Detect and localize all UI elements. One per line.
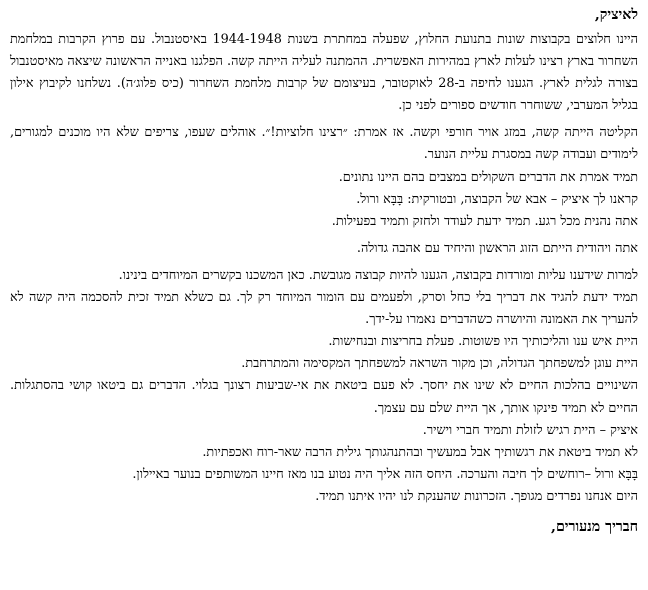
paragraph-considered-words: תמיד אמרת את הדברים השקולים במצבים בהם היינו נתונים.	[338, 169, 638, 185]
paragraph-farewell: היום אנחנו נפרדים מגופך. הזכרונות שהענקת לנו יהיו איתנו תמיד.	[315, 488, 638, 504]
paragraph-anchor: היית עוגן למשפחתך הגדולה, וכן מקור השראה למשפחתך המקסימה והמתרחבת.	[241, 356, 638, 372]
paragraph-enjoyment: אתה נהנית מכל רגע. תמיד ידעת לעודד ולחזק ותמיד בפעילות.	[331, 213, 638, 229]
paragraph-changes: השינויים בהלכות החיים לא שינו את יחסך. לא פעם ביטאת את אי-שביעות רצונך בגלוי. הדברים גם ביטאו קושי בהסתגלות. החיים לא תמיד פינקו אותך, אך היית שלם עם עצמך.	[10, 378, 638, 416]
eulogy-letter	[10, 6, 638, 536]
paragraph-cohesion: למרות שידענו עליות ומורדות בקבוצה, הגענו להיות קבוצה מגובשת. כאן המשכנו בקשרים המיוחדים בינינו.	[118, 267, 638, 283]
paragraph-absorption: הקליטה הייתה קשה, במזג אויר חורפי וקשה. אז אמרת: ״רצינו חלוציות!״. אוהלים שעפו, צריפים שלא היו מוכנים למגורים, לימודים ועבודה קשה במסגרת עליית הנוער.	[10, 125, 638, 163]
paragraph-affection: בָּבָּא ורול –רוחשים לך חיבה והערכה. היחס הזה אליך היה נטוע בנו מאז חיינו המשותפים בנוער באיילון.	[132, 466, 638, 482]
paragraph-modesty: היית איש ענו והליכותיך היו פשוטות. פעלת בחריצות ובנחישות.	[328, 334, 638, 350]
paragraph-humor: תמיד ידעת להגיד את דבריך בלי כחל וסרק, ולפעמים עם הומור המיוחד רק לך. גם כשלא תמיד זכית להסכמה היה קשה לא להעריך את האמונה והיושרה כשהדברים נאמרו על-ידך.	[10, 290, 638, 328]
paragraph-arrival: היינו חלוצים בקבוצות שונות בתנועת החלוץ, שפעלה במחתרת בשנות 1944-1948 באיסטנבול. עם פרוץ הקרבות במלחמת השחרור בארץ רצינו לעלות לארץ במהירות האפשרית. ההמתנה לעליה הייתה קשה. הפלגנו באנייה הראשונה שיצאה מאיסטנבול בצורה לגלית לארץ. הגענו לחיפה ב-28 לאוקטובר, בעיצומם של קרבות מלחמת השחרור (כיס פלוג׳ה). נשלחנו לקיבוץ אילון בגליל המערבי, ששוחרר חודשים ספורים לפני כן.	[10, 32, 638, 114]
paragraph-sensitive: איציק – היית רגיש לזולת ותמיד חברי וישיר.	[422, 422, 638, 438]
signature: חבריך מנעורים,	[551, 518, 638, 535]
paragraph-couple: אתה ויהודית הייתם הזוג הראשון והיחיד עם אהבה גדולה.	[356, 240, 638, 256]
paragraph-nickname: קראנו לך איציק – אבא של הקבוצה, ובטורקית: בָּבָּא ורול.	[356, 191, 638, 207]
salutation: לאיציק,	[594, 7, 638, 23]
paragraph-feelings: לא תמיד ביטאת את רגשותיך אבל במעשיך ובהתנהגותך גילית הרבה שאר-רוח ואכפתיות.	[202, 444, 638, 460]
